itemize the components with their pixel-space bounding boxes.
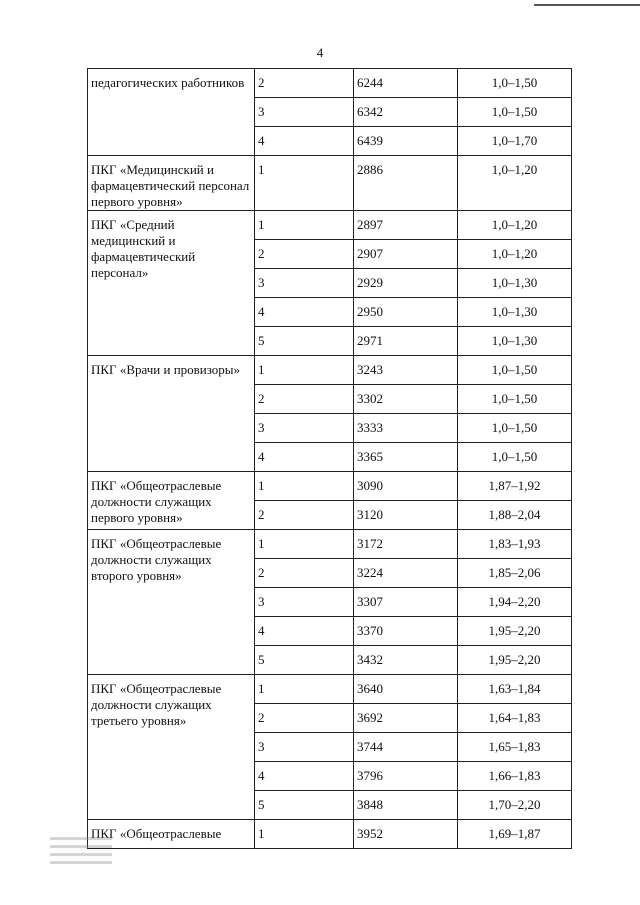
level-cell: 1 — [255, 211, 354, 240]
table-row — [88, 472, 572, 501]
salary-cell: 3224 — [354, 559, 458, 588]
coefficient-cell: 1,70–2,20 — [458, 791, 572, 820]
level-cell: 1 — [255, 156, 354, 211]
coefficient-cell: 1,95–2,20 — [458, 617, 572, 646]
salary-cell: 3120 — [354, 501, 458, 530]
group-name-cell: ПКГ «Медицинский и фармацевтический персонал первого уровня» — [88, 156, 255, 211]
level-cell: 1 — [255, 356, 354, 385]
coefficient-cell: 1,0–1,70 — [458, 127, 572, 156]
table-row — [88, 820, 572, 849]
salary-cell: 3796 — [354, 762, 458, 791]
level-cell: 5 — [255, 791, 354, 820]
level-cell: 2 — [255, 501, 354, 530]
salary-cell: 2971 — [354, 327, 458, 356]
coefficient-cell: 1,0–1,50 — [458, 356, 572, 385]
coefficient-cell: 1,87–1,92 — [458, 472, 572, 501]
table-row — [88, 675, 572, 704]
group-name-cell: ПКГ «Общеотраслевые — [88, 820, 255, 849]
coefficient-cell: 1,85–2,06 — [458, 559, 572, 588]
coefficient-cell: 1,0–1,20 — [458, 240, 572, 269]
coefficient-cell: 1,95–2,20 — [458, 646, 572, 675]
salary-table — [87, 68, 572, 849]
table-body — [88, 69, 572, 849]
coefficient-cell: 1,0–1,50 — [458, 443, 572, 472]
level-cell: 4 — [255, 443, 354, 472]
salary-cell: 2886 — [354, 156, 458, 211]
level-cell: 4 — [255, 617, 354, 646]
coefficient-cell: 1,0–1,50 — [458, 414, 572, 443]
level-cell: 1 — [255, 530, 354, 559]
coefficient-cell: 1,69–1,87 — [458, 820, 572, 849]
group-name-cell: ПКГ «Средний медицинский и фармацевтический персонал» — [88, 211, 255, 356]
level-cell: 2 — [255, 559, 354, 588]
level-cell: 4 — [255, 298, 354, 327]
salary-cell: 2950 — [354, 298, 458, 327]
level-cell: 2 — [255, 704, 354, 733]
salary-cell: 3432 — [354, 646, 458, 675]
coefficient-cell: 1,0–1,30 — [458, 298, 572, 327]
top-rule — [534, 4, 640, 6]
table-row — [88, 356, 572, 385]
salary-cell: 3090 — [354, 472, 458, 501]
coefficient-cell: 1,0–1,50 — [458, 385, 572, 414]
level-cell: 2 — [255, 385, 354, 414]
coefficient-cell: 1,0–1,20 — [458, 211, 572, 240]
level-cell: 3 — [255, 588, 354, 617]
coefficient-cell: 1,63–1,84 — [458, 675, 572, 704]
coefficient-cell: 1,64–1,83 — [458, 704, 572, 733]
level-cell: 2 — [255, 69, 354, 98]
salary-cell: 3172 — [354, 530, 458, 559]
salary-cell: 3640 — [354, 675, 458, 704]
coefficient-cell: 1,0–1,30 — [458, 269, 572, 298]
level-cell: 4 — [255, 127, 354, 156]
level-cell: 3 — [255, 733, 354, 762]
salary-cell: 3302 — [354, 385, 458, 414]
salary-cell: 3692 — [354, 704, 458, 733]
level-cell: 3 — [255, 98, 354, 127]
group-name-cell: ПКГ «Общеотраслевые должности служащих первого уровня» — [88, 472, 255, 530]
salary-cell: 2929 — [354, 269, 458, 298]
table-row — [88, 156, 572, 211]
level-cell: 4 — [255, 762, 354, 791]
salary-cell: 3243 — [354, 356, 458, 385]
table-row — [88, 69, 572, 98]
level-cell: 5 — [255, 646, 354, 675]
salary-cell: 6244 — [354, 69, 458, 98]
salary-cell: 3333 — [354, 414, 458, 443]
level-cell: 1 — [255, 675, 354, 704]
level-cell: 1 — [255, 472, 354, 501]
page-number: 4 — [316, 45, 324, 60]
coefficient-cell: 1,0–1,30 — [458, 327, 572, 356]
coefficient-cell: 1,65–1,83 — [458, 733, 572, 762]
coefficient-cell: 1,0–1,50 — [458, 69, 572, 98]
group-name-cell: ПКГ «Врачи и провизоры» — [88, 356, 255, 472]
coefficient-cell: 1,88–2,04 — [458, 501, 572, 530]
coefficient-cell: 1,83–1,93 — [458, 530, 572, 559]
level-cell: 2 — [255, 240, 354, 269]
salary-cell: 3744 — [354, 733, 458, 762]
salary-cell: 3952 — [354, 820, 458, 849]
coefficient-cell: 1,66–1,83 — [458, 762, 572, 791]
coefficient-cell: 1,0–1,20 — [458, 156, 572, 211]
salary-cell: 6342 — [354, 98, 458, 127]
table-row — [88, 211, 572, 240]
salary-cell: 3370 — [354, 617, 458, 646]
salary-cell: 3307 — [354, 588, 458, 617]
level-cell: 3 — [255, 414, 354, 443]
table-row — [88, 530, 572, 559]
salary-cell: 3848 — [354, 791, 458, 820]
group-name-cell: ПКГ «Общеотраслевые должности служащих третьего уровня» — [88, 675, 255, 820]
level-cell: 3 — [255, 269, 354, 298]
level-cell: 5 — [255, 327, 354, 356]
faint-stamp-mark — [50, 832, 112, 878]
group-name-cell: ПКГ «Общеотраслевые должности служащих второго уровня» — [88, 530, 255, 675]
salary-cell: 2897 — [354, 211, 458, 240]
salary-cell: 3365 — [354, 443, 458, 472]
level-cell: 1 — [255, 820, 354, 849]
group-name-cell: педагогических работников — [88, 69, 255, 156]
coefficient-cell: 1,94–2,20 — [458, 588, 572, 617]
coefficient-cell: 1,0–1,50 — [458, 98, 572, 127]
salary-cell: 6439 — [354, 127, 458, 156]
salary-cell: 2907 — [354, 240, 458, 269]
